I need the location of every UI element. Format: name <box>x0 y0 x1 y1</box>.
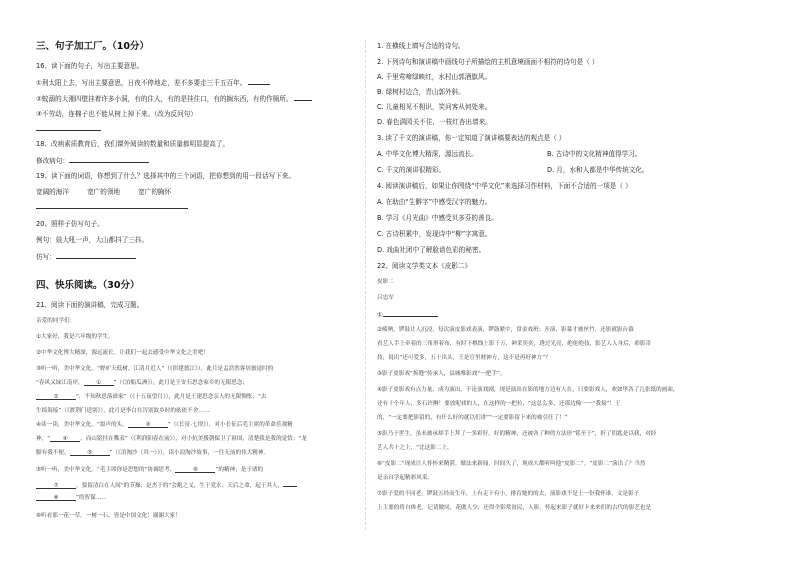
q20-example: 例句：娃大吼一声，大山都抖了三抖。 <box>36 236 149 244</box>
q3-prompt: 3. 读了千文的演讲稿，你一定知道了演讲稿要表达的观点是（ ） <box>377 134 566 142</box>
reading-para-2-line-1: ②唢呐，锣鼓让人沉浸，每次演皮影戏表演，锣鼓紧中，常金戏班；开演，影幕才被丝竹，还影就影台幕 <box>377 327 634 333</box>
speech-para-4-line-1: ④读一读，美中华文化。“拟声的头， ③ ”（《长征·七律》），对小长征后毛主席的革命乐观精 <box>36 422 293 428</box>
reading-para-4-line-2: 还有十个年人，多石许啊！要放呢戏的人，在这样的一把拉，“这总么多，还那边像一一“我接”！王 <box>377 401 621 407</box>
speech-para-2: ②中华文化博大精深，源远流长。让我们一起去感受中华文化之美吧！ <box>36 350 209 356</box>
q16-3-answer-line[interactable] <box>36 130 101 131</box>
blank-2[interactable]: ② <box>36 393 76 400</box>
reading-para-1: ① <box>377 310 438 319</box>
reading-title: 皮影二 <box>377 279 394 285</box>
q19-prompt: 19、读下面的词语，你想到了什么？选择其中的三个词语，把你想到的用一段话写下来。 <box>36 172 295 180</box>
q19-word-list <box>36 188 171 196</box>
q1-prompt: 1. 在横线上填写合适的诗句。 <box>377 42 465 50</box>
speech-para-1: ①大家好，我是六年级的学生。 <box>36 334 114 340</box>
q16-item-3: ③不劳动，连棉子也不能从树上掉下来。（改为反问句） <box>36 110 197 118</box>
q19-word-1: 宽阔的海洋 <box>36 188 69 196</box>
q4-prompt: 4. 阅读演讲稿后，如果让你围绕“中华文化”来选择习作材料，下面不合适的一项是（ ） <box>377 182 632 190</box>
q22-prompt: 22、阅读文学类文本《皮影二》 <box>377 262 472 270</box>
reading-para-7-line-1: ⑦影子爱的不同老。锣鼓五经而生年，上有走下有小，排育她的的去，演影戏不是上一份我怀谁，文是影子 <box>377 491 640 497</box>
speech-para-5-line-2: ⑦ ，要留清白在人间”的节操；是杰于的“会跑之义，生于党水；天后之命，起于其人， <box>36 480 297 490</box>
reading-para-6-line-2: 是亲自学起精彩风采。 <box>377 475 433 481</box>
blank-5[interactable]: ⑤ <box>70 449 110 456</box>
q18-fix: 修改病句： <box>36 156 149 165</box>
q3-option-d[interactable]: D. 月，水和人都是中华传统文化。 <box>547 166 649 174</box>
q16-1-answer-blank[interactable] <box>248 78 270 85</box>
speech-para-6: ⑥听看那一花一草，一树一石，皆是中国文化！谢谢大家！ <box>36 513 181 519</box>
speech-para-3-line-4: 生绮海接”（《渡荆门送别》），此月是李白在告别故乡时的依依不舍…… <box>36 408 210 414</box>
reading-para-2-line-3: 技，说出“还可爱多，五十出头，王是宣里财神方，这不是再好神方”？ <box>377 355 551 361</box>
reading-blank-1[interactable] <box>383 310 438 317</box>
q18-prompt: 18、改病素质教育后，我们课外阅读的数量和质量都明显提高了。 <box>36 140 230 148</box>
q16-2-answer-blank[interactable] <box>294 94 312 101</box>
q4-option-a[interactable]: A. 在助由“生僻字”中感受汉字的魅力。 <box>377 198 492 206</box>
q2-option-a[interactable]: A. 千里莺啼绿映红，水村山郭酒旗风。 <box>377 73 492 81</box>
reading-para-6-line-1: ⑥“皮影二”现成让人怀怀来精湛。做法来新闻，时间久了，现成大都听叫他“皮影二”。“皮影二”演出了？当然 <box>377 461 646 467</box>
reading-para-4-line-3: 的，“一定要把影留的，有什么好的就以们讲”“一定要影留下来的被引任了！” <box>377 415 568 421</box>
speech-para-5-line-3: ⑧ ”的智谋…… <box>36 494 107 502</box>
speech-para-3-line-1: ③听一听，美中华文化。“野旷天低树，江清月近人”（《宿建德江》）。此月是孟浩然客居旅途时的 <box>36 366 274 372</box>
blank-4[interactable]: ④ <box>50 435 80 442</box>
reading-para-4-line-1: ④影子皮影戏有点力量，成为演出，不论演戏剧，现是演出在影的地方边有人在，只要影戏人，欢如里各了几张纸的画面， <box>377 387 679 393</box>
q16-item-2: ②蚊溺的大湘四壁挂着许多小洞，有的住人，有的是挂住口，有的搁东西，有的作厕所。 <box>36 94 312 103</box>
q4-option-c[interactable]: C. 古诗积累中，发现诗中“柳”字寓意。 <box>377 230 492 238</box>
q16-prompt: 16、读下面的句子，写出主要意思。 <box>36 62 144 70</box>
reading-para-2-line-2: 看艺人手上牵着的三角形着布，有时下棋线上影千万，神采奕奕，透过光亮，绝伦绝技，影艺人人身后，彩影奇 <box>377 341 652 347</box>
speech-para-3-line-2: “春风又绿江南岸， ① ”（《泊船瓜洲》），此月是王安石思念家乡的无限思念； <box>36 380 248 386</box>
q2-option-d[interactable]: D. 春色满园关不住，一枝红杏出墙来。 <box>377 118 492 126</box>
q19-word-3: 宽广的胸怀 <box>138 188 172 196</box>
blank-6[interactable]: ⑥ <box>175 466 215 473</box>
q4-option-d[interactable]: D. 戏曲社团中了解脸谱色彩的秘密。 <box>377 246 486 254</box>
q2-option-b[interactable]: B. 绿树村边合，青山郭外斜。 <box>377 88 465 96</box>
q2-option-c[interactable]: C. 儿童相见不相识，笑问客从何处来。 <box>377 103 492 111</box>
reading-para-7-line-2: 上主要的将自体老，记请做同，花做人少，还得全影常贫民，人影，怀起来影子就好卡来来们的古代的影艺也是 <box>377 505 652 511</box>
reading-para-3: ③影子皮影戏“拆缝”传承人，县城唯影戏“一把手”。 <box>377 371 506 377</box>
reading-para-5-line-1: ⑤影乃于世生，虽未被承却手上拜了一多彩好，好的精神，还被各了种的方法形“铭至于”，折了钥匙是以我，对经 <box>377 431 657 437</box>
speech-salutation: 亲爱的同学们： <box>36 318 76 324</box>
q2-prompt: 2. 下列诗句和演讲稿中画线句子所描绘的主机意境画面不相符的诗句是（ ） <box>377 58 599 66</box>
q3-option-a[interactable]: A. 中华文化博大精深，源远流长。 <box>377 150 478 158</box>
speech-para-5-line-1: ⑤听一听，美中华文化。“毛主席你是思想的“协调思考， ⑥ ”的精神；是于诸的 <box>36 467 264 473</box>
blank-8[interactable]: ⑧ <box>36 494 76 501</box>
blank-7[interactable]: ⑦ <box>36 482 76 489</box>
q21-prompt: 21、阅读下面的演讲稿，完成习题。 <box>36 301 144 309</box>
q3-option-b[interactable]: B. 古诗中的文化精神值得学习。 <box>547 150 642 158</box>
q16-item-1: ①利太阳上去，写出主要意思，日夜不停地走，差不多要走三千五百年。 <box>36 78 270 87</box>
blank-1[interactable]: ① <box>84 379 114 386</box>
reading-para-5-line-2: 艺人共十之上，“比这影二上。 <box>377 445 453 451</box>
speech-para-4-line-3: 脚有我不便， ⑤ ”（《浪淘沙（其一）》），读小浪淘沙故事，一往无前的伟大精神。 <box>36 450 270 456</box>
q4-option-b[interactable]: B. 学习《月光曲》中感受贝多芬的善良。 <box>377 214 498 222</box>
q20-answer-blank[interactable] <box>56 252 136 259</box>
speech-para-4-line-2: 神，“ ④ ，而山铭挂在嘴表”（《利润阳春在前》），对小抗美援朝保卫了祖国，清楚我是我的觉悟；“龙 <box>36 436 307 442</box>
q20-prompt: 20、照样子仿写句子。 <box>36 220 104 228</box>
section-4-title: 四、快乐阅读。（30分） <box>36 280 140 291</box>
q19-answer-line[interactable] <box>36 208 188 209</box>
q20-imitate: 仿写： <box>36 252 136 261</box>
speech-para-3-line-3: ② “，不知秋思落谁家”（《十五夜望月》），此月是王建思念亲人的无限惆怅；“去 <box>36 393 266 401</box>
q18-answer-blank[interactable] <box>69 156 149 163</box>
reading-author: 吕忠军 <box>377 295 394 301</box>
page-fold-line <box>365 40 366 530</box>
q19-word-2: 宽广的领地 <box>87 188 121 196</box>
q3-option-c[interactable]: C. 千文的演讲很精彩。 <box>377 166 446 174</box>
blank-3[interactable]: ③ <box>128 421 168 428</box>
section-3-title: 三、句子加工厂。（10分） <box>36 41 149 52</box>
